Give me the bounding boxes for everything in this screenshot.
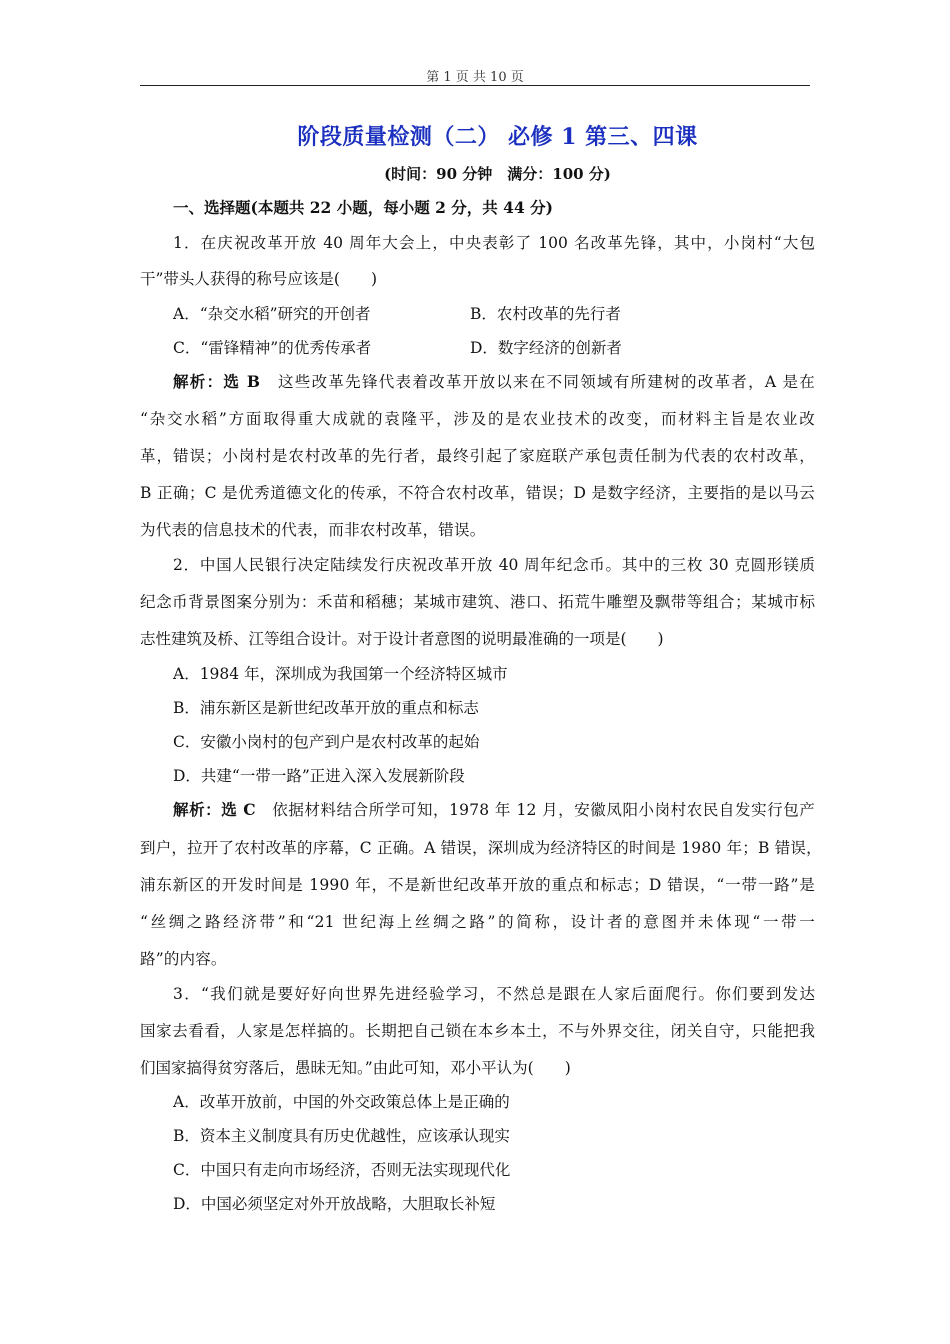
q2-explanation-line: “丝绸之路经济带”和“21 世纪海上丝绸之路”的简称，设计者的意图并未体现“一带一: [140, 913, 815, 931]
q2-stem-line: 2．中国人民银行决定陆续发行庆祝改革开放 40 周年纪念币。其中的三枚 30 克圆形镁质: [173, 556, 815, 574]
q1-explanation-line: 解析：选 B 这些改革先锋代表着改革开放以来在不同领域有所建树的改革者，A 是在: [173, 372, 815, 391]
q1-option-a: A．“杂交水稻”研究的开创者: [173, 305, 371, 323]
exam-info: (时间：90 分钟 满分：100 分): [384, 165, 611, 183]
page-title: 阶段质量检测（二） 必修 1 第三、四课: [297, 124, 698, 150]
q1-explanation-line: 为代表的信息技术的代表，而非农村改革，错误。: [140, 521, 486, 539]
q3-option-c: C．中国只有走向市场经济，否则无法实现现代化: [173, 1161, 511, 1179]
q2-option-b: B．浦东新区是新世纪改革开放的重点和标志: [173, 699, 479, 717]
q2-option-d: D．共建“一带一路”正进入深入发展新阶段: [173, 767, 465, 785]
q1-explanation-line: B 正确；C 是优秀道德文化的传承，不符合农村改革，错误；D 是数字经济，主要指的是以马云: [140, 484, 815, 502]
q2-stem-line: 志性建筑及桥、江等组合设计。对于设计者意图的说明最准确的一项是( ): [140, 630, 664, 648]
q1-option-b: B．农村改革的先行者: [470, 305, 621, 323]
q2-explanation-line: 路”的内容。: [140, 950, 227, 968]
q1-stem-line: 干”带头人获得的称号应该是( ): [140, 270, 378, 288]
q3-stem-line: 3．“我们就是要好好向世界先进经验学习，不然总是跟在人家后面爬行。你们要到发达: [173, 985, 815, 1003]
q3-option-a: A．改革开放前，中国的外交政策总体上是正确的: [173, 1093, 510, 1111]
q2-explanation-line: 浦东新区的开发时间是 1990 年，不是新世纪改革开放的重点和标志；D 错误，“一带一路”是: [140, 876, 815, 894]
page-header: 第 1 页 共 10 页: [426, 70, 524, 85]
answer-label: 解析：选 C: [173, 800, 256, 819]
q3-option-b: B．资本主义制度具有历史优越性，应该承认现实: [173, 1127, 510, 1145]
q2-explanation-line: 解析：选 C 依据材料结合所学可知，1978 年 12 月，安徽凤阳小岗村农民自发实行包产: [173, 800, 815, 819]
q1-explanation-line: “杂交水稻”方面取得重大成就的袁隆平，涉及的是农业技术的改变，而材料主旨是农业改: [140, 410, 815, 428]
q2-option-a: A．1984 年，深圳成为我国第一个经济特区城市: [173, 665, 508, 683]
header-divider: [140, 85, 810, 86]
q2-explanation-line: 到户，拉开了农村改革的序幕，C 正确。A 错误，深圳成为经济特区的时间是 1980 年；B 错误，: [140, 839, 822, 857]
section-heading: 一、选择题(本题共 22 小题，每小题 2 分，共 44 分): [173, 198, 553, 217]
q2-option-c: C．安徽小岗村的包产到户是农村改革的起始: [173, 733, 480, 751]
q1-option-d: D．数字经济的创新者: [470, 339, 622, 357]
q1-option-c: C．“雷锋精神”的优秀传承者: [173, 339, 372, 357]
answer-label: 解析：选 B: [173, 372, 261, 391]
q1-stem-line: 1．在庆祝改革开放 40 周年大会上，中央表彰了 100 名改革先锋，其中，小岗村“大包: [173, 234, 815, 252]
q2-stem-line: 纪念币背景图案分别为：禾苗和稻穗；某城市建筑、港口、拓荒牛雕塑及飘带等组合；某城市标: [140, 593, 815, 611]
q3-stem-line: 们国家搞得贫穷落后，愚昧无知。”由此可知，邓小平认为( ): [140, 1059, 571, 1077]
q1-explanation-line: 革，错误；小岗村是农村改革的先行者，最终引起了家庭联产承包责任制为代表的农村改革，: [140, 447, 815, 465]
q3-option-d: D．中国必须坚定对外开放战略，大胆取长补短: [173, 1195, 496, 1213]
q3-stem-line: 国家去看看，人家是怎样搞的。长期把自己锁在本乡本土，不与外界交往，闭关自守，只能把我: [140, 1022, 815, 1040]
